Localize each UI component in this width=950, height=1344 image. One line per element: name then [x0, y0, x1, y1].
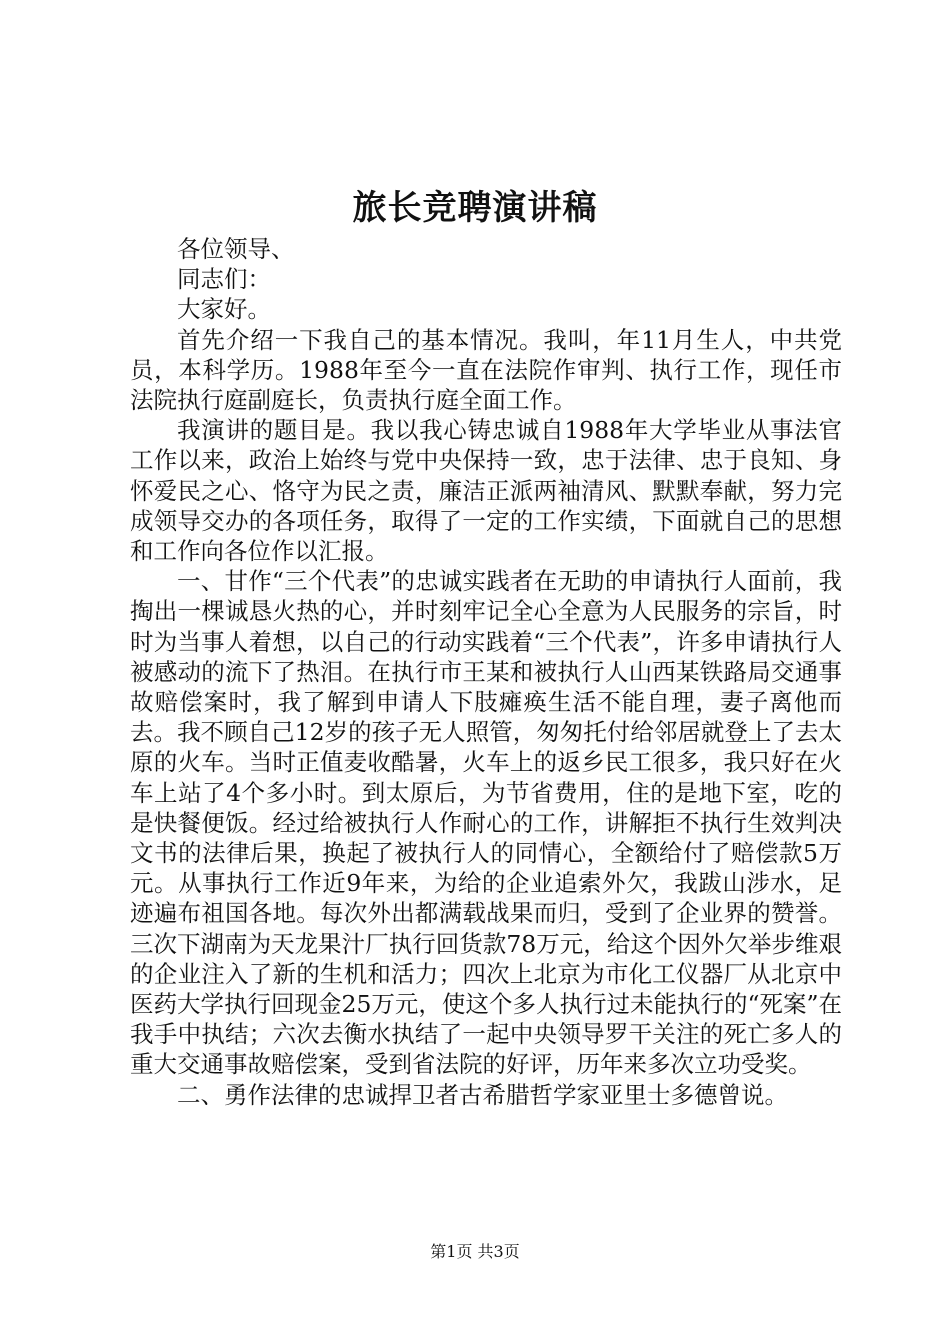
page-footer: 第1页 共3页	[430, 1242, 520, 1261]
salutation-comrades: 同志们：	[177, 265, 271, 294]
document-body	[130, 234, 842, 1110]
salutation-leaders: 各位领导、	[177, 235, 295, 263]
paragraph-section-two: 二、勇作法律的忠诚捍卫者古希腊哲学家亚里士多德曾说。	[177, 1080, 788, 1109]
paragraph-introduction: 首先介绍一下我自己的基本情况。我叫，年11月生人，中共党员，本科学历。1988年至今一直在法院作审判、执行工作，现任市法院执行庭副庭长，负责执行庭全面工作。	[130, 325, 842, 415]
paragraph-speech-topic: 我演讲的题目是。我以我心铸忠诚自1988年大学毕业从事法官工作以来，政治上始终与党中央保持一致，忠于法律、忠于良知、身怀爱民之心、恪守为民之责，廉洁正派两袖清风、默默奉献，努力完成领导交办的各项任务，取得了一定的工作实绩，下面就自己的思想和工作向各位作以汇报。	[130, 416, 842, 566]
document-title: 旅长竞聘演讲稿	[352, 188, 598, 228]
paragraph-section-one: 一、甘作“三个代表”的忠诚实践者在无助的申请执行人面前，我掏出一棵诚恳火热的心，并时刻牢记全心全意为人民服务的宗旨，时时为当事人着想，以自己的行动实践着“三个代表”，许多申请执行人被感动的流下了热泪。在执行市王某和被执行人山西某铁路局交通事故赔偿案时，我了解到申请人下肢瘫痪生活不能自理，妻子离他而去。我不顾自己12岁的孩子无人照管，匆匆托付给邻居就登上了去太原的火车。当时正值麦收酷暑，火车上的返乡民工很多，我只好在火车上站了4个多小时。到太原后，为节省费用，住的是地下室，吃的是快餐便饭。经过给被执行人作耐心的工作，讲解拒不执行生效判决文书的法律后果，换起了被执行人的同情心，全额给付了赔偿款5万元。从事执行工作近9年来，为给的企业追索外欠，我跋山涉水，足迹遍布祖国各地。每次外出都满载战果而归，受到了企业界的赞誉。三次下湖南为天龙果汁厂执行回货款78万元，给这个因外欠举步维艰的企业注入了新的生机和活力；四次上北京为市化工仪器厂从北京中医药大学执行回现金25万元，使这个多人执行过未能执行的“死案”在我手中执结；六次去衡水执结了一起中央领导罗干关注的死亡多人的重大交通事故赔偿案，受到省法院的好评，历年来多次立功受奖。	[130, 567, 842, 1079]
greeting: 大家好。	[177, 295, 271, 324]
